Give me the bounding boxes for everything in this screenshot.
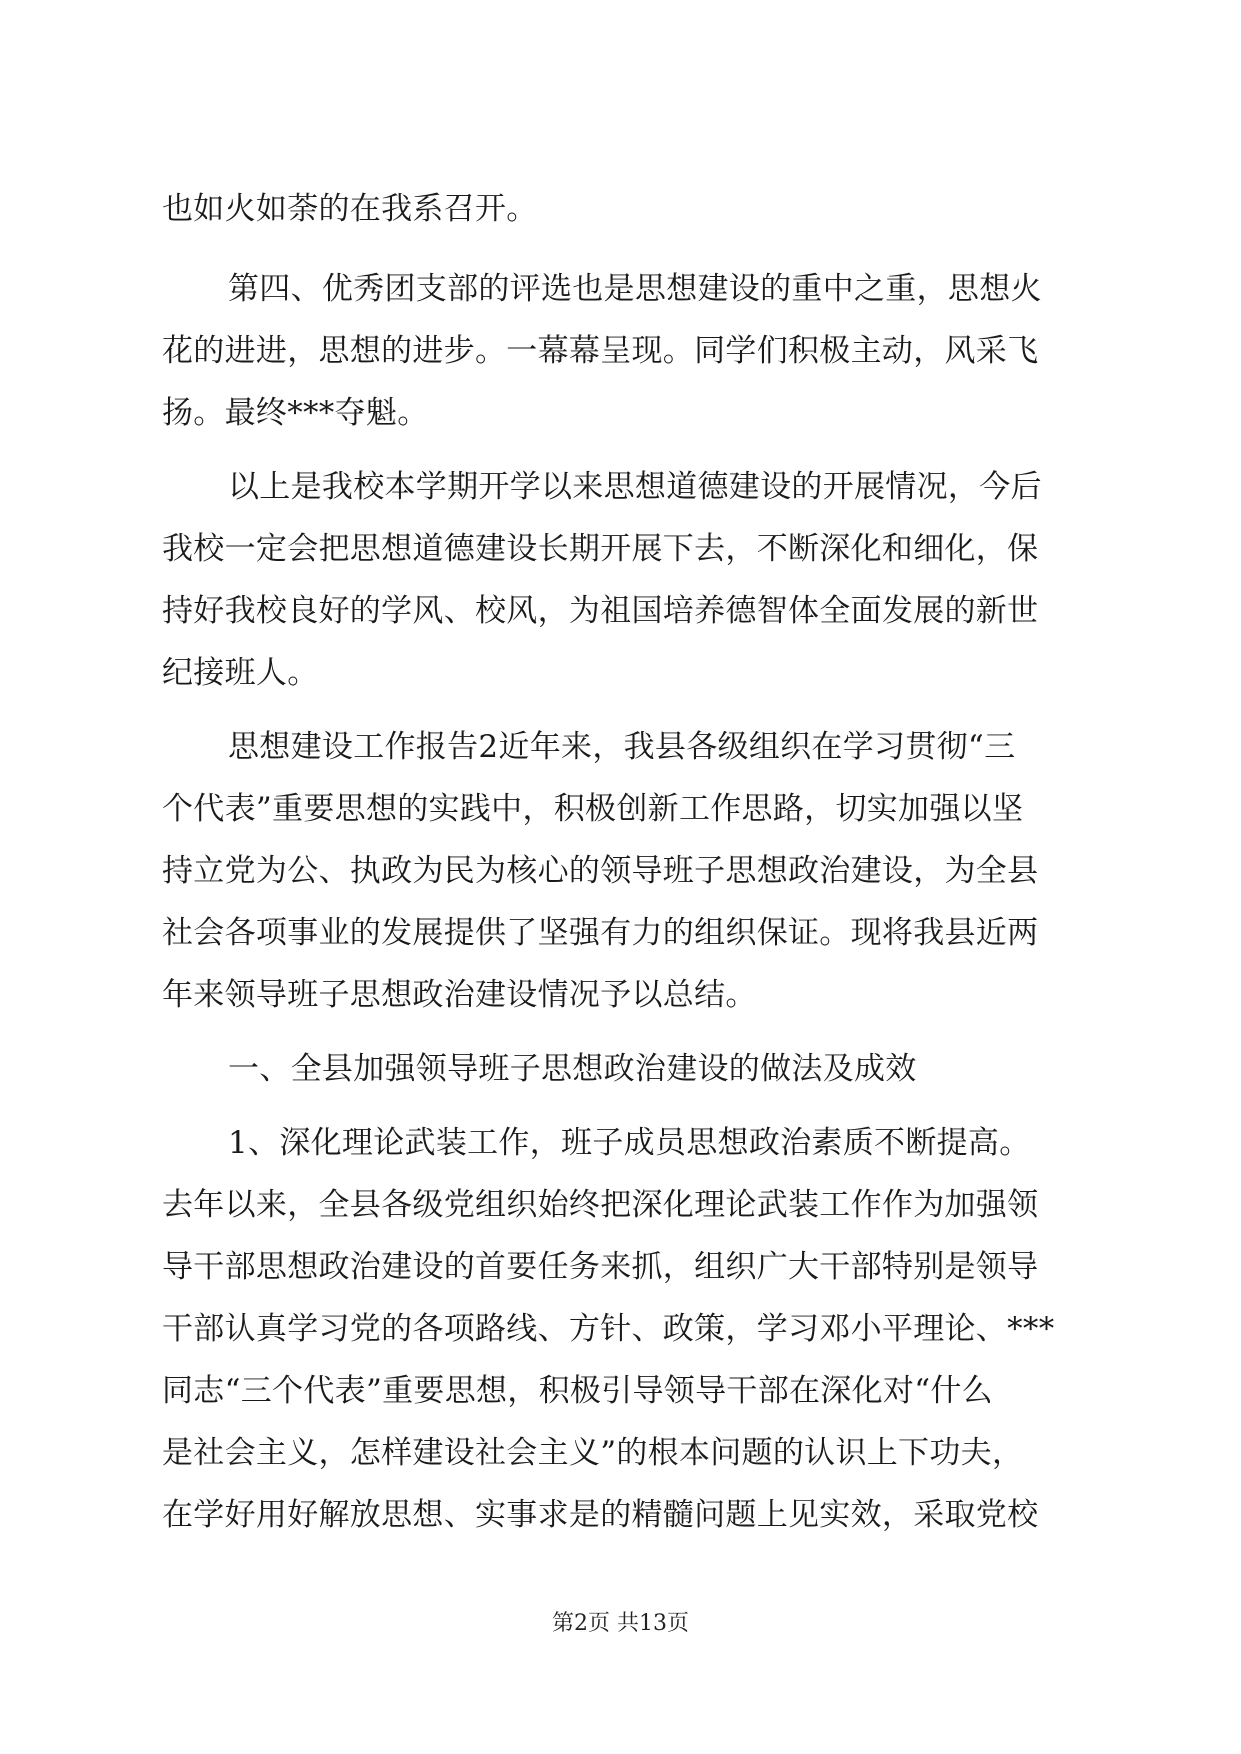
text-line: 去年以来，全县各级党组织始终把深化理论武装工作作为加强领 <box>162 1187 1039 1223</box>
paragraph-first-line: 第四、优秀团支部的评选也是思想建设的重中之重，思想火 <box>228 271 1042 307</box>
text-line: 持好我校良好的学风、校风，为祖国培养德智体全面发展的新世 <box>162 593 1039 629</box>
page-number-footer: 第2页 共13页 <box>552 1611 689 1636</box>
text-line: 同志“三个代表”重要思想，积极引导领导干部在深化对“什么 <box>162 1373 993 1409</box>
paragraph-first-line: 以上是我校本学期开学以来思想道德建设的开展情况，今后 <box>228 469 1042 505</box>
text-line: 社会各项事业的发展提供了坚强有力的组织保证。现将我县近两 <box>162 915 1039 951</box>
text-line: 扬。最终***夺魁。 <box>162 395 429 431</box>
text-line: 导干部思想政治建设的首要任务来抓，组织广大干部特别是领导 <box>162 1249 1039 1285</box>
text-line: 个代表”重要思想的实践中，积极创新工作思路，切实加强以坚 <box>162 791 1024 827</box>
text-line: 年来领导班子思想政治建设情况予以总结。 <box>162 977 757 1013</box>
section-heading: 一、全县加强领导班子思想政治建设的做法及成效 <box>228 1051 917 1087</box>
text-line: 是社会主义，怎样建设社会主义”的根本问题的认识上下功夫， <box>162 1435 1024 1471</box>
text-line: 也如火如荼的在我系召开。 <box>162 191 538 227</box>
text-line: 干部认真学习党的各项路线、方针、政策，学习邓小平理论、*** <box>162 1311 1055 1347</box>
text-line: 持立党为公、执政为民为核心的领导班子思想政治建设，为全县 <box>162 853 1039 889</box>
text-line: 在学好用好解放思想、实事求是的精髓问题上见实效，采取党校 <box>162 1497 1039 1533</box>
text-line: 纪接班人。 <box>162 655 319 691</box>
text-line: 花的进进，思想的进步。一幕幕呈现。同学们积极主动，风采飞 <box>162 333 1039 369</box>
paragraph-first-line: 思想建设工作报告2近年来，我县各级组织在学习贯彻“三 <box>228 729 1016 765</box>
paragraph-first-line: 1、深化理论武装工作，班子成员思想政治素质不断提高。 <box>228 1125 1031 1161</box>
text-line: 我校一定会把思想道德建设长期开展下去，不断深化和细化，保 <box>162 531 1039 567</box>
